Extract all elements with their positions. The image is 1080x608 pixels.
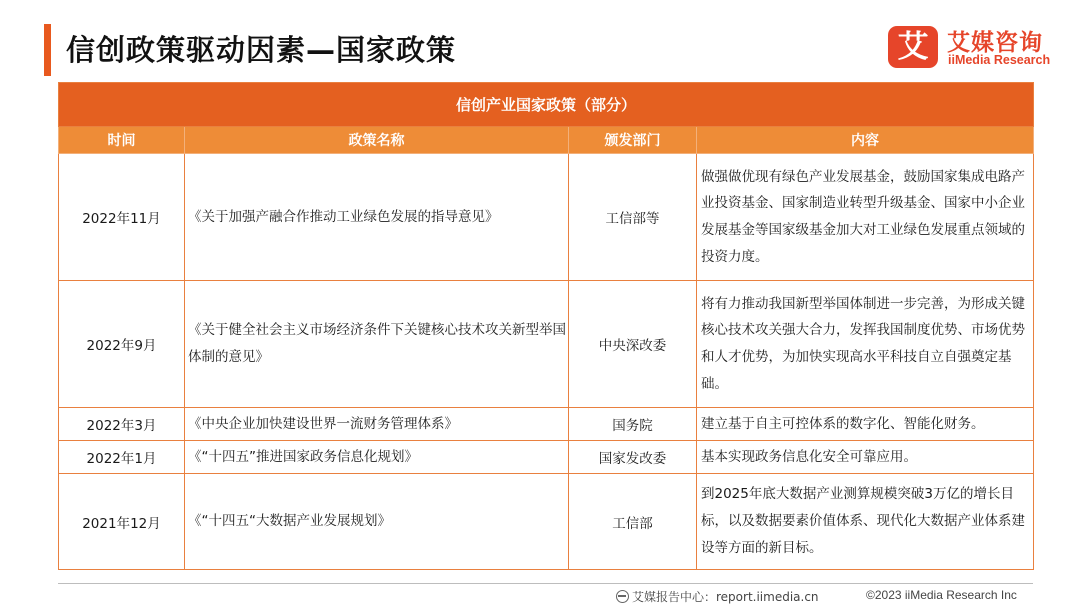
- table-row: [59, 408, 1034, 441]
- table-row: [59, 441, 1034, 474]
- table-header-row: [59, 127, 1034, 154]
- cell-department: 中央深改委: [569, 281, 697, 408]
- footer-source-text: 艾媒报告中心：report.iimedia.cn: [632, 590, 819, 604]
- logo-name-en: iiMedia Research: [948, 53, 1051, 67]
- cell-content: 做强做优现有绿色产业发展基金，鼓励国家集成电路产业投资基金、国家制造业转型升级基金、国家中小企业发展基金等国家级基金加大对工业绿色发展重点领域的投资力度。: [697, 154, 1034, 281]
- footer-copyright: ©2023 iiMedia Research Inc: [866, 588, 1017, 602]
- cell-policy-name: 《中央企业加快建设世界一流财务管理体系》: [185, 408, 569, 441]
- cell-department: 国务院: [569, 408, 697, 441]
- cell-department: 工信部等: [569, 154, 697, 281]
- footer-source: [616, 588, 819, 605]
- brand-logo: [888, 26, 1063, 70]
- cell-content: 基本实现政务信息化安全可靠应用。: [697, 441, 1034, 474]
- cell-department: 工信部: [569, 474, 697, 570]
- column-header-policy-name: 政策名称: [185, 127, 569, 154]
- cell-content: 到2025年底大数据产业测算规模突破3万亿的增长目标，以及数据要素价值体系、现代化大数据产业体系建设等方面的新目标。: [697, 474, 1034, 570]
- cell-content: 建立基于自主可控体系的数字化、智能化财务。: [697, 408, 1034, 441]
- table-caption: 信创产业国家政策（部分）: [59, 83, 1034, 127]
- table-row: [59, 281, 1034, 408]
- footer-divider: [58, 583, 1033, 584]
- cell-time: 2022年1月: [59, 441, 185, 474]
- cell-content: 将有力推动我国新型举国体制进一步完善，为形成关键核心技术攻关强大合力，发挥我国制度优势、市场优势和人才优势，为加快实现高水平科技自立自强奠定基础。: [697, 281, 1034, 408]
- cell-time: 2022年9月: [59, 281, 185, 408]
- page-title: 信创政策驱动因素—国家政策: [66, 33, 457, 67]
- globe-icon: [616, 590, 629, 603]
- column-header-content: 内容: [697, 127, 1034, 154]
- cell-time: 2021年12月: [59, 474, 185, 570]
- cell-policy-name: 《“十四五”推进国家政务信息化规划》: [185, 441, 569, 474]
- cell-policy-name: 《关于健全社会主义市场经济条件下关键核心技术攻关新型举国体制的意见》: [185, 281, 569, 408]
- cell-department: 国家发改委: [569, 441, 697, 474]
- cell-time: 2022年3月: [59, 408, 185, 441]
- table-row: [59, 154, 1034, 281]
- cell-policy-name: 《“十四五“大数据产业发展规划》: [185, 474, 569, 570]
- table-row: [59, 474, 1034, 570]
- column-header-department: 颁发部门: [569, 127, 697, 154]
- logo-mark: 艾: [888, 26, 938, 68]
- logo-name-cn: 艾媒咨询: [947, 30, 1043, 56]
- cell-policy-name: 《关于加强产融合作推动工业绿色发展的指导意见》: [185, 154, 569, 281]
- cell-time: 2022年11月: [59, 154, 185, 281]
- column-header-time: 时间: [59, 127, 185, 154]
- policy-table: [58, 82, 1034, 570]
- title-accent-bar: [44, 24, 51, 76]
